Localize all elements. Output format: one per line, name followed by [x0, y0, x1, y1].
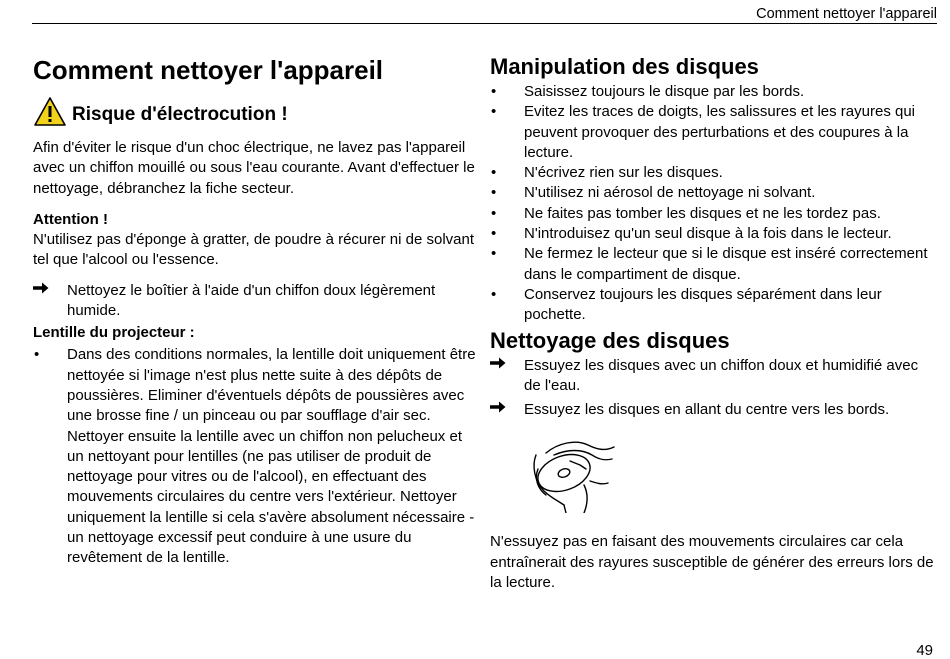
list-item [33, 281, 478, 322]
list-item [490, 400, 935, 420]
warning-title: Risque d'électrocution ! [72, 104, 288, 125]
page-number: 49 [916, 642, 933, 659]
header-rule [32, 23, 937, 24]
list-item-text: Essuyez les disques avec un chiffon doux et humidifié avec de l'eau. [524, 356, 919, 394]
running-header: Comment nettoyer l'appareil [756, 6, 937, 22]
list-item-text: Evitez les traces de doigts, les salissures et les rayures qui peuvent provoquer des perturbations et des coupures à la lecture. [524, 103, 916, 161]
list-item [490, 356, 935, 397]
list-item-text: N'utilisez ni aérosol de nettoyage ni solvant. [524, 184, 816, 202]
page-title: Comment nettoyer l'appareil [33, 55, 384, 85]
list-item [490, 163, 935, 183]
bullet-icon: • [34, 346, 40, 364]
right-arrow-icon [490, 356, 524, 397]
bullet-icon: • [491, 204, 497, 222]
right-arrow-icon [33, 281, 67, 322]
warning-triangle-icon [33, 96, 67, 127]
bullet-icon: • [491, 285, 497, 303]
intro-paragraph: Afin d'éviter le risque d'un choc électrique, ne lavez pas l'appareil avec un chiffon mouillé ou sous l'eau courante. Avant d'effectuer le nettoyage, débranchez la fiche secteur. [33, 139, 475, 197]
cleaning-note: N'essuyez pas en faisant des mouvements circulaires car cela entraînerait des rayures susceptible de générer des erreurs lors de la lecture. [490, 533, 934, 592]
list-item-text: Essuyez les disques en allant du centre vers les bords. [524, 401, 890, 419]
bullet-icon: • [491, 245, 497, 263]
cleaning-title: Nettoyage des disques [490, 327, 730, 353]
bullet-icon: • [491, 164, 497, 182]
list-item [490, 285, 935, 326]
list-item-text: Saisissez toujours le disque par les bords. [524, 83, 805, 100]
lens-title: Lentille du projecteur : [33, 324, 195, 342]
warning-heading [33, 95, 478, 127]
list-item-text: Nettoyez le boîtier à l'aide d'un chiffon doux légèrement humide. [67, 281, 436, 320]
list-item [490, 244, 935, 285]
list-item [490, 102, 935, 163]
bullet-icon: • [491, 83, 497, 100]
bullet-icon: • [491, 225, 497, 243]
bullet-icon: • [491, 184, 497, 202]
list-item-text: Conservez toujours les disques séparément dans leur pochette. [524, 285, 882, 324]
bullet-icon: • [491, 103, 497, 121]
list-item-text: N'introduisez qu'un seul disque à la fois dans le lecteur. [524, 225, 892, 243]
list-item [490, 204, 935, 224]
list-item-text: N'écrivez rien sur les disques. [524, 164, 723, 182]
list-item [490, 183, 935, 203]
list-item-text: Ne faites pas tomber les disques et ne les tordez pas. [524, 204, 881, 222]
attention-title: Attention ! [33, 210, 108, 228]
handling-title: Manipulation des disques [490, 54, 759, 79]
list-item [490, 82, 935, 102]
disc-wiping-illustration [524, 425, 620, 513]
list-item [490, 224, 935, 244]
list-item [33, 345, 478, 568]
attention-text: N'utilisez pas d'éponge à gratter, de poudre à récurer ni de solvant tel que l'alcool ou l'essence. [33, 231, 474, 269]
list-item-text: Ne fermez le lecteur que si le disque est inséré correctement dans le compartiment de disque. [524, 245, 928, 283]
left-column [33, 50, 478, 569]
handling-list [490, 82, 935, 326]
right-arrow-icon [490, 400, 524, 420]
list-item-text: Dans des conditions normales, la lentille doit uniquement être nettoyée si l'image n'est plus nette suite à des dépôts de poussières. Eliminer d'éventuels dépôts de poussières avec une brosse fine / un pinceau ou par soufflage d'air sec. Nettoyer ensuite la lentille avec un chiffon non pelucheux et un nettoyant pour lentilles (ne pas utiliser de produit de nettoyage pour vitres ou de l'alcool), en effectuant des mouvements circulaires du centre vers l'extérieur. Nettoyer uniquement la lentille si cela s'avère absolument nécessaire - un nettoyage excessif peut conduire à une usure du revêtement de la lentille. [67, 346, 476, 567]
right-column [490, 50, 935, 593]
